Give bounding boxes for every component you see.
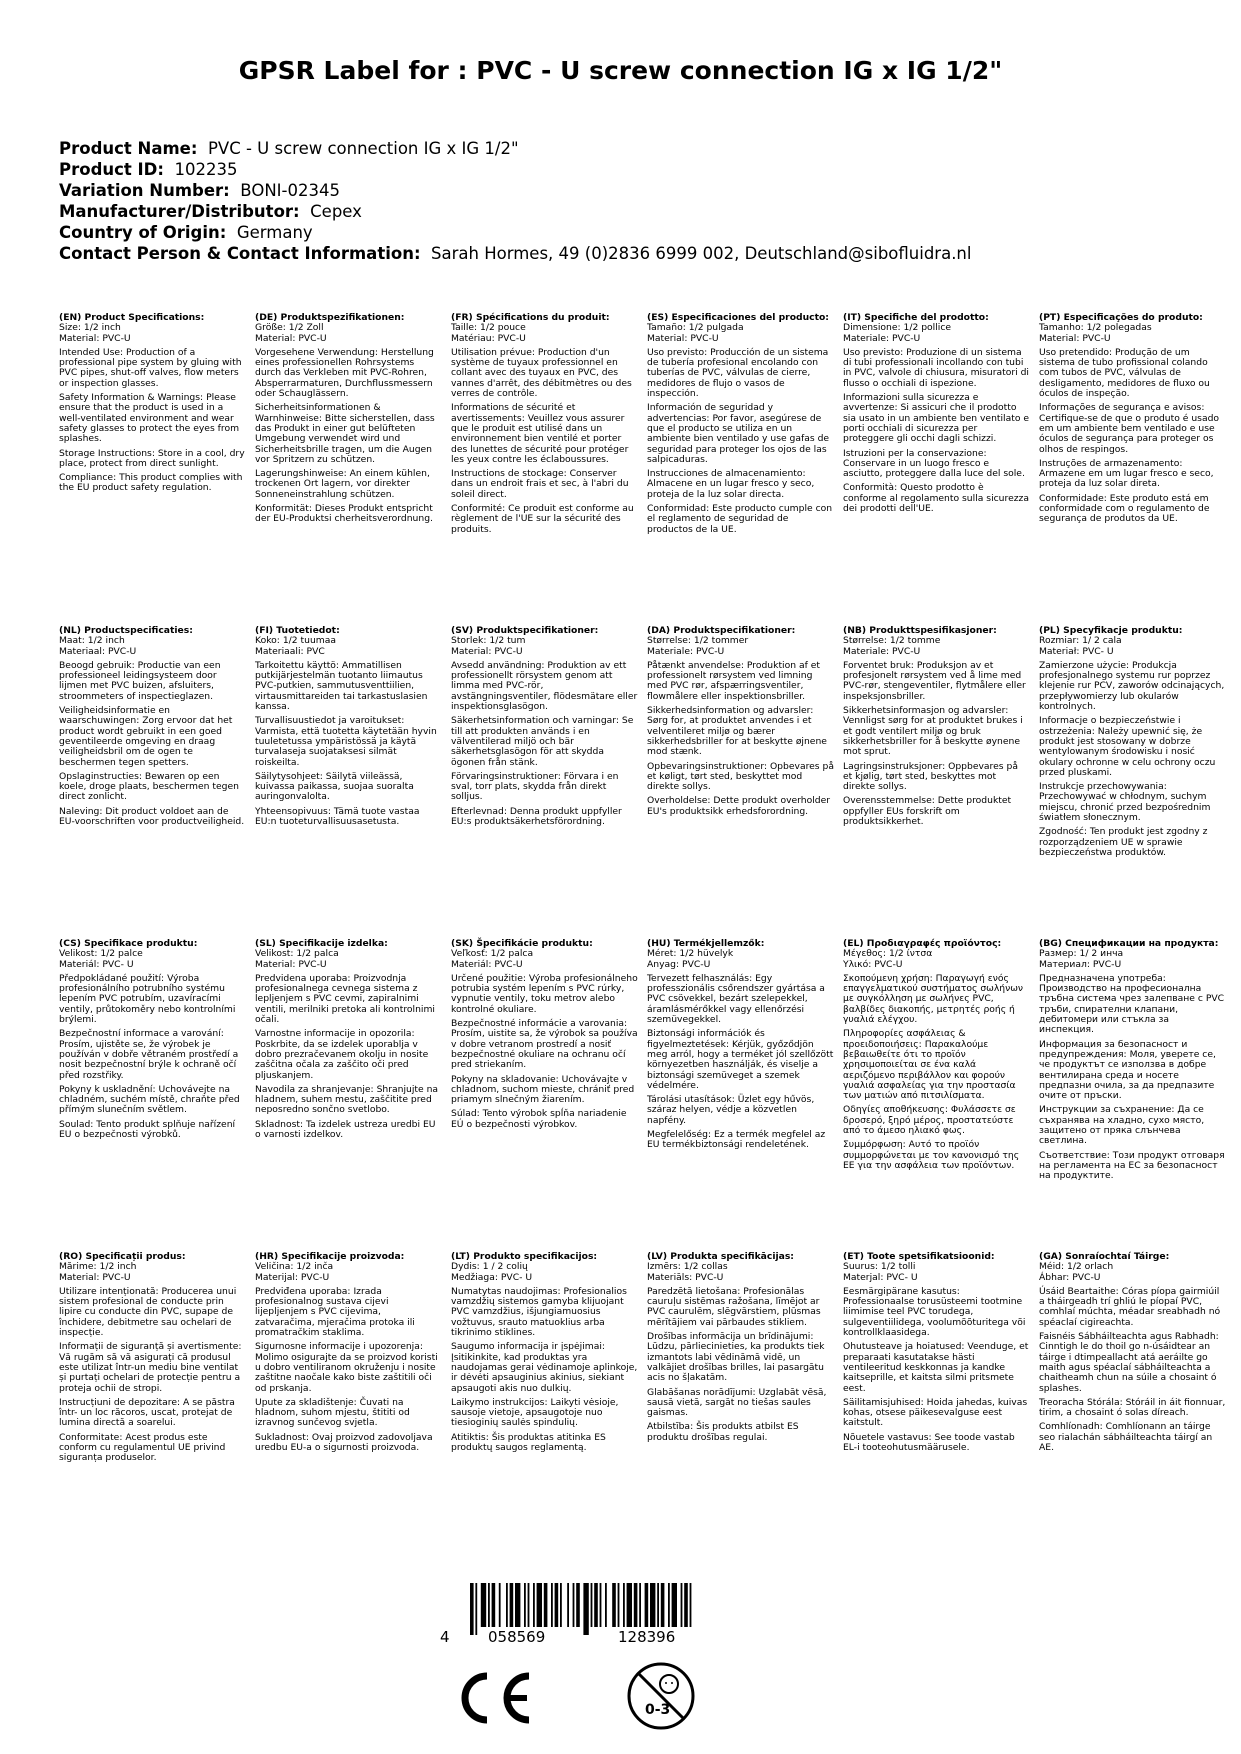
spec-size: Размер: 1/ 2 инча	[1039, 948, 1124, 960]
spec-material: Υλικό: PVC-U	[843, 958, 903, 970]
info-country-of-origin: Country of Origin: Germany	[59, 223, 313, 242]
spec-material: Material: PVC-U	[647, 332, 719, 344]
spec-column	[59, 939, 246, 1144]
spec-safety: Informazioni sulla sicurezza e avvertenze: Si assicuri che il prodotto sia usato in un ambiente ben ventilato e porti occhiali di sicurezza per proteggere gli occhi dagli schizzi.	[843, 392, 1030, 445]
spec-safety: Informacje o bezpieczeństwie i ostrzeżenia: Należy upewnić się, że produkt jest stosowany w dobrze wentylowanym środowisku i nosić okulary ochronne w celu ochrony oczu przed pluskami.	[1039, 715, 1216, 778]
spec-size: Veľkosť: 1/2 palca	[451, 948, 534, 960]
spec-compliance: Atitiktis: Šis produktas atitinka ES produktų saugos reglamentą.	[451, 1431, 606, 1454]
barcode-bar	[555, 1583, 559, 1627]
barcode-bar	[488, 1583, 490, 1627]
spec-heading: (NL) Productspecificaties:	[59, 625, 193, 636]
spec-storage: Istruzioni per la conservazione: Conservare in un luogo fresco e asciutto, proteggere dalla luce del sole.	[843, 447, 1025, 480]
spec-size: Suurus: 1/2 tolli	[843, 1261, 916, 1273]
spec-compliance: Megfelelőség: Ez a termék megfelel az EU termékbiztonsági rendeletének.	[647, 1129, 826, 1151]
barcode-bar	[551, 1583, 553, 1627]
spec-safety: Drošības informācija un brīdinājumi: Lūdzu, pārliecinieties, ka produkts tiek izmantots labi vēdināmā vidē, un valkājiet drošības brilles, lai pasargātu acis no šļakatām.	[647, 1331, 825, 1384]
spec-safety: Sikkerhetsinformasjon og advarsler: Vennligst sørg for at produktet brukes i et godt ventilert miljø og bruk sikkerhetsbriller for å beskytte øynene mot sprut.	[843, 705, 1023, 758]
spec-column	[255, 626, 442, 831]
spec-compliance: Conformité: Ce produit est conforme au règlement de l'UE sur la sécurité des produits.	[451, 503, 634, 535]
spec-use: Predviđena uporaba: Izrada profesionalnog sustava cijevi lijepljenjem s PVC cijevima, zatvaračima, mjeračima protoka ili promatračkim staklima.	[255, 1285, 415, 1339]
spec-storage: Lagringsinstruksjoner: Oppbevares på et kjølig, tørt sted, beskyttes mot direkte sollys.	[843, 760, 1018, 793]
spec-compliance: Sukladnost: Ovaj proizvod zadovoljava uredbu EU-a o sigurnosti proizvoda.	[255, 1431, 433, 1454]
barcode-bar	[605, 1583, 607, 1627]
spec-column	[255, 939, 442, 1144]
spec-safety: Säkerhetsinformation och varningar: Se till att produkten används i en välventilerad miljö och bär säkerhetsglasögon för att skydda ögonen från stänk.	[451, 715, 634, 768]
spec-material: Material: PVC-U	[451, 645, 523, 657]
spec-column	[843, 626, 1030, 831]
spec-safety: Sicherheitsinformationen & Warnhinweise: Bitte sicherstellen, dass das Produkt in einer gut belüfteten Umgebung verwendet wird und Sicherheitsbrille tragen, um die Augen vor Spritzern zu schützen.	[255, 402, 435, 465]
spec-compliance: Συμμόρφωση: Αυτό το προϊόν συμμορφώνεται με τον κανονισμό της ΕΕ για την ασφάλεια των προϊόντων.	[843, 1139, 1020, 1171]
spec-safety: Saugumo informacija ir įspėjimai: Įsitikinkite, kad produktas yra naudojamas gerai vėdinamoje aplinkoje, ir dėvėti apsauginius akinius, siekiant apsaugoti akis nuo dulkių.	[451, 1341, 638, 1394]
barcode-bar	[600, 1583, 602, 1627]
spec-column	[1039, 313, 1226, 529]
spec-use: Předpokládané použití: Výroba profesionálního potrubního systému lepením PVC potrubím, uzavíracími ventily, průtokoměry nebo kontrolními brýlemi.	[59, 972, 236, 1026]
spec-size: Velikost: 1/2 palce	[59, 948, 143, 960]
spec-size: Tamanho: 1/2 polegadas	[1039, 322, 1152, 334]
spec-heading: (RO) Specificații produs:	[59, 1251, 186, 1262]
barcode-bar	[533, 1583, 535, 1627]
spec-column	[255, 313, 442, 529]
spec-heading: (NB) Produkttspesifikasjoner:	[843, 625, 997, 636]
spec-storage: Lagerungshinweise: An einem kühlen, trockenen Ort lagern, vor direkter Sonneneinstrahlung schützen.	[255, 468, 430, 500]
info-variation-number: Variation Number: BONI-02345	[59, 181, 340, 200]
spec-use: Forventet bruk: Produksjon av et profesjonelt rørsystem ved å lime med PVC-rør, stengeventiler, flytmålere eller inspeksjonsbriller.	[843, 659, 1026, 702]
spec-safety: Informations de sécurité et avertissements: Veuillez vous assurer que le produit est utilisé dans un environnement bien ventilé et porter des lunettes de sécurité pour protéger les yeux contre les éclaboussures.	[451, 402, 629, 465]
spec-size: Dydis: 1 / 2 colių	[451, 1261, 528, 1273]
spec-size: Rozmiar: 1/ 2 cala	[1039, 635, 1122, 647]
spec-column	[843, 939, 1030, 1175]
spec-size: Size: 1/2 inch	[59, 322, 121, 334]
spec-column	[451, 313, 638, 539]
spec-material: Material: PVC-U	[255, 332, 327, 344]
spec-column	[647, 1252, 834, 1447]
spec-heading: (GA) Sonraíochtaí Táirge:	[1039, 1251, 1170, 1262]
spec-column	[647, 626, 834, 821]
barcode-bar	[537, 1583, 542, 1627]
barcode-bar	[627, 1583, 632, 1627]
svg-text:0-3: 0-3	[645, 1702, 671, 1718]
barcode-bar	[594, 1583, 598, 1627]
barcode-digit-3: 128396	[618, 1628, 676, 1646]
spec-safety: Biztonsági információk és figyelmeztetések: Kérjük, győződjön meg arról, hogy a terméket jól szellőzött környezetben használják, és viselje a biztonsági szemüveget a szemek védelmére.	[647, 1028, 834, 1091]
spec-use: Uso previsto: Produzione di un sistema di tubi professionali incollando con tubi in PVC, valvole di chiusura, misuratori di flusso o occhiali di ispezione.	[843, 346, 1029, 389]
spec-storage: Storage Instructions: Store in a cool, dry place, protect from direct sunlight.	[59, 447, 245, 469]
spec-use: Utilizare intenționată: Producerea unui sistem profesional de conducte prin lipire cu conducte din PVC, supape de închidere, debitmetre sau ochelari de inspecție.	[59, 1285, 237, 1339]
spec-storage: Instruções de armazenamento: Armazene em um lugar fresco e seco, proteja da luz solar direta.	[1039, 457, 1214, 490]
spec-size: Mărime: 1/2 inch	[59, 1261, 137, 1273]
spec-safety: Bezpečnostní informace a varování: Prosím, ujistěte se, že výrobek je používán v dobře větraném prostředí a nosit bezpečnostní brýle k ochraně očí před rozstřiky.	[59, 1028, 239, 1081]
spec-material: Materijal: PVC-U	[255, 1271, 330, 1283]
spec-use: Určené použitie: Výroba profesionálneho potrubia systém lepením s PVC rúrky, vypnutie ventily, toku metrov alebo kontrolné okuliare.	[451, 972, 638, 1015]
spec-use: Predvidena uporaba: Proizvodnja profesionalnega cevnega sistema z lepljenjem s PVC cevmi, zapiralnimi ventili, merilniki pretoka ali kontrolnimi očali.	[255, 972, 435, 1026]
spec-material: Материал: PVC-U	[1039, 958, 1122, 970]
spec-material: Materiaal: PVC-U	[59, 645, 137, 657]
spec-size: Veličina: 1/2 inča	[255, 1261, 334, 1273]
spec-storage: Navodila za shranjevanje: Shranjujte na hladnem, suhem mestu, zaščitite pred neposredno sončno svetlobo.	[255, 1083, 439, 1116]
barcode-bar	[544, 1583, 548, 1627]
spec-material: Materiale: PVC-U	[647, 645, 725, 657]
spec-heading: (FR) Spécifications du produit:	[451, 312, 610, 323]
spec-storage: Pokyny k uskladnění: Uchovávejte na chladném, suchém místě, chraňte před přímým slunečním světlem.	[59, 1083, 240, 1116]
spec-heading: (CS) Specifikace produktu:	[59, 938, 198, 949]
spec-use: Σκοπούμενη χρήση: Παραγωγή ενός επαγγελματικού συστήματος σωλήνων με συγκόλληση με σωλήνες PVC, βαλβίδες διακοπής, μετρητές ροής ή γυαλιά ελέγχου.	[843, 972, 1024, 1026]
spec-storage: Treoracha Stórála: Stóráil in áit fionnuar, tirim, a chosaint ó solas díreach.	[1039, 1396, 1226, 1419]
spec-use: Tervezett felhasználás: Egy professzionális csőrendszer gyártása a PVC csövekkel, bezárt szelepekkel, áramlásmérőkkel vagy ellenőrzési szemüvegekkel.	[647, 972, 825, 1026]
spec-heading: (SL) Specifikacije izdelka:	[255, 938, 388, 949]
spec-safety: Información de seguridad y advertencias: Por favor, asegúrese de que el producto se utiliza en un ambiente bien ventilado y use gafas de seguridad para proteger los ojos de las salpicaduras.	[647, 402, 830, 465]
spec-use: Tarkoitettu käyttö: Ammatillisen putkijärjestelmän tuotanto liimautus PVC-putkien, sammutusventtiilien, virtausmittareiden tai tarkastuslasien kanssa.	[255, 659, 428, 713]
spec-heading: (ET) Toote spetsifikatsioonid:	[843, 1251, 995, 1262]
info-product-name: Product Name: PVC - U screw connection IG x IG 1/2"	[59, 139, 519, 158]
spec-size: Tamaño: 1/2 pulgada	[647, 322, 744, 334]
spec-storage: Säilytysohjeet: Säilytä viileässä, kuivassa paikassa, suojaa suoralta auringonvalolta.	[255, 770, 414, 803]
spec-compliance: Súlad: Tento výrobok spĺňa nariadenie EÚ o bezpečnosti výrobkov.	[451, 1108, 627, 1130]
spec-safety: Safety Information & Warnings: Please ensure that the product is used in a well-ventilated environment and wear safety glasses to protect the eyes from splashes.	[59, 392, 240, 445]
spec-heading: (LT) Produkto specifikacijos:	[451, 1251, 598, 1262]
spec-safety: Информация за безопасност и предупреждения: Моля, уверете се, че продуктът се използва в добре вентилирана среда и носете предпазни очила, за да предпазите очите от пръски.	[1039, 1038, 1216, 1102]
barcode-digit-1: 4	[440, 1628, 450, 1646]
spec-use: Uso pretendido: Produção de um sistema de tubo profissional colando com tubos de PVC, válvulas de desligamento, medidores de fluxo ou óculos de inspeção.	[1039, 346, 1210, 400]
spec-use: Paredzētā lietošana: Profesionālas cauruļu sistēmas ražošana, līmējot ar PVC caurulēm, slēgvārstiem, plūsmas mērītājiem vai pārbaudes stikliem.	[647, 1285, 821, 1328]
barcode-bar	[684, 1583, 688, 1627]
spec-compliance: Conformidade: Este produto está em conformidade com o regulamento de segurança de produtos da UE.	[1039, 492, 1210, 525]
barcode-bar	[645, 1583, 649, 1627]
barcode-bar	[470, 1583, 474, 1635]
spec-heading: (FI) Tuotetiedot:	[255, 625, 340, 636]
info-contact: Contact Person & Contact Information: Sarah Hormes, 49 (0)2836 6999 002, Deutschland@sibofluidra.nl	[59, 244, 972, 263]
spec-size: Μέγεθος: 1/2 ίντσα	[843, 948, 933, 960]
barcode-bar	[515, 1583, 520, 1627]
spec-safety: Sikkerhedsinformation og advarsler: Sørg for, at produktet anvendes i et velventileret miljø og bærer sikkerhedsbriller for at beskytte øjnene mod stænk.	[647, 705, 827, 758]
spec-compliance: Overholdelse: Dette produkt overholder EU's produktsikk erhedsforordning.	[647, 795, 831, 817]
spec-compliance: Compliance: This product complies with the EU product safety regulation.	[59, 472, 243, 494]
spec-use: Eesmärgipärane kasutus: Professionaalse torusüsteemi tootmine liimimise teel PVC torudega, sulgeventiilidega, voolumõõturitega või kontrollklaasidega.	[843, 1285, 1026, 1339]
spec-column	[451, 626, 638, 831]
spec-compliance: Comhlíonadh: Comhlíonann an táirge seo rialachán sábháilteachta táirgí an AE.	[1039, 1421, 1213, 1454]
spec-size: Størrelse: 1/2 tomme	[843, 635, 941, 647]
spec-column	[1039, 1252, 1226, 1457]
info-product-id: Product ID: 102235	[59, 160, 238, 179]
barcode-bar	[612, 1583, 616, 1627]
spec-heading: (SV) Produktspecifikationer:	[451, 625, 599, 636]
spec-heading: (HR) Specifikacije proizvoda:	[255, 1251, 405, 1262]
barcode-bar	[634, 1583, 638, 1627]
barcode-bar	[506, 1583, 508, 1627]
spec-material: Materiál: PVC- U	[59, 958, 134, 970]
barcode-bar	[583, 1583, 588, 1635]
spec-storage: Instrucciones de almacenamiento: Almacene en un lugar fresco y seco, proteja de la luz solar directa.	[647, 468, 815, 500]
barcode-bar	[650, 1583, 655, 1627]
barcode	[440, 1583, 740, 1658]
barcode-bar	[475, 1583, 477, 1635]
spec-heading: (HU) Termékjellemzők:	[647, 938, 765, 949]
spec-material: Materiāls: PVC-U	[647, 1271, 724, 1283]
spec-size: Izmērs: 1/2 collas	[647, 1261, 728, 1273]
barcode-bar	[623, 1583, 625, 1627]
spec-safety: Ohutusteave ja hoiatused: Veenduge, et preparaati kasutatakse hästi ventileeritud keskkonnas ja kandke kaitseprille, et kaitsta silmi pritsmete eest.	[843, 1341, 1029, 1394]
barcode-bar	[681, 1583, 683, 1627]
not-suitable-for-children-0-3-icon	[625, 1660, 697, 1732]
spec-material: Materiale: PVC-U	[843, 332, 921, 344]
spec-material: Material: PVC-U	[1039, 332, 1111, 344]
spec-storage: Οδηγίες αποθήκευσης: Φυλάσσετε σε δροσερό, ξηρό μέρος, προστατεύστε από το άμεσο ηλιακό φως.	[843, 1104, 1016, 1137]
spec-compliance: Conformidad: Este producto cumple con el reglamento de seguridad de productos de la UE.	[647, 503, 833, 535]
spec-use: Úsáid Beartaithe: Córas píopa gairmiúil a tháirgeadh trí ghliú le píopaí PVC, comhlaí múchta, méadar sreabhadh nó spéaclaí cigireachta.	[1039, 1285, 1221, 1328]
spec-size: Méid: 1/2 orlach	[1039, 1261, 1114, 1273]
spec-use: Предназначена употреба: Производство на професионална тръбна система чрез залепване с PVC тръби, спирателни клапани, дебитомери или стъкла за инспекция.	[1039, 972, 1225, 1036]
spec-heading: (SK) Špecifikácie produktu:	[451, 938, 593, 949]
barcode-bar	[528, 1583, 530, 1627]
spec-safety: Bezpečnostné informácie a varovania: Prosím, uistite sa, že výrobok sa používa v dobre vetranom prostredí a nosiť bezpečnostné okuliare na ochranu očí pred striekaním.	[451, 1018, 638, 1071]
barcode-bar	[576, 1583, 580, 1627]
spec-material: Materjal: PVC- U	[843, 1271, 918, 1283]
spec-size: Taille: 1/2 pouce	[451, 322, 526, 334]
spec-column	[255, 1252, 442, 1457]
spec-compliance: Naleving: Dit product voldoet aan de EU-voorschriften voor productveiligheid.	[59, 805, 245, 828]
barcode-bar	[567, 1583, 569, 1627]
spec-compliance: Konformität: Dieses Produkt entspricht der EU-Produktsi cherheitsverordnung.	[255, 503, 433, 525]
spec-storage: Tárolási utasítások: Üzlet egy hűvös, száraz helyen, védje a közvetlen napfény.	[647, 1094, 815, 1126]
barcode-bar	[690, 1583, 692, 1627]
spec-storage: Pokyny na skladovanie: Uchovávajte v chladnom, suchom mieste, chrániť pred priamym slnečným žiarením.	[451, 1073, 635, 1106]
barcode-bar	[672, 1583, 677, 1627]
spec-safety: Veiligheidsinformatie en waarschuwingen: Zorg ervoor dat het product wordt gebruikt in een goed geventileerde omgeving en draag veiligheidsbril om de ogen te beschermen tegen spetters.	[59, 705, 233, 768]
spec-compliance: Soulad: Tento produkt splňuje nařízení EU o bezpečnosti výrobků.	[59, 1118, 236, 1141]
spec-material: Material: PVC-U	[59, 1271, 131, 1283]
spec-use: Utilisation prévue: Production d'un système de tuyaux professionnel en collant avec des tuyaux en PVC, des vannes d'arrêt, des débitmètres ou des verres de contrôle.	[451, 346, 632, 400]
barcode-bar	[481, 1583, 486, 1627]
spec-size: Dimensione: 1/2 pollice	[843, 322, 952, 334]
spec-safety: Turvallisuustiedot ja varoitukset: Varmista, että tuotetta käytetään hyvin tuuletetussa ympäristössä ja käytä turvalaseja suojataksesi silmät roiskeilta.	[255, 715, 437, 768]
spec-column	[843, 1252, 1030, 1457]
info-manufacturer: Manufacturer/Distributor: Cepex	[59, 202, 362, 221]
spec-heading: (DA) Produktspecifikationer:	[647, 625, 796, 636]
spec-safety: Varnostne informacije in opozorila: Poskrbite, da se izdelek uporablja v dobro prezračevanem okolju in nosite zaščitna očala za zaščito oči pred pljuskanjem.	[255, 1028, 429, 1081]
barcode-bar	[524, 1583, 526, 1627]
spec-column	[451, 1252, 638, 1457]
spec-storage: Instrukcje przechowywania: Przechowywać w chłodnym, suchym miejscu, chronić przed bezpośrednim światłem słonecznym.	[1039, 781, 1211, 824]
spec-use: Påtænkt anvendelse: Produktion af et professionelt rørsystem ved limning med PVC rør, afspærringsventiler, flowmålere eller inspektionsbriller.	[647, 659, 821, 702]
spec-column	[843, 313, 1030, 518]
spec-compliance: Nõuetele vastavus: See toode vastab EL-i tooteohutusmäärusele.	[843, 1431, 1015, 1454]
spec-heading: (DE) Produktspezifikationen:	[255, 312, 405, 323]
spec-safety: Πληροφορίες ασφάλειας & προειδοποιήσεις: Παρακαλούμε βεβαιωθείτε ότι το προϊόν χρησιμοποιείται σε ένα καλά αεριζόμενο περιβάλλον και φορούν γυαλιά ασφαλείας για την προστασία των ματιών από πιτσιλίσματα.	[843, 1028, 1016, 1102]
spec-safety: Sigurnosne informacije i upozorenja: Molimo osigurajte da se proizvod koristi u dobro ventiliranom okruženju i nosite zaštitne naočale kako biste zaštitili oči od prskanja.	[255, 1341, 438, 1394]
spec-material: Ábhar: PVC-U	[1039, 1271, 1101, 1283]
barcode-bar	[618, 1583, 620, 1627]
spec-column	[1039, 939, 1226, 1186]
spec-storage: Glabāšanas norādījumi: Uzglabāt vēsā, sausā vietā, sargāt no tiešas saules gaismas.	[647, 1386, 827, 1419]
spec-column	[59, 626, 246, 831]
spec-use: Intended Use: Production of a professional pipe system by gluing with PVC pipes, shut-off valves, flow meters or inspection glasses.	[59, 346, 242, 389]
spec-compliance: Efterlevnad: Denna produkt uppfyller EU:s produktsäkerhetsförordning.	[451, 805, 622, 828]
spec-material: Material: PVC-U	[59, 332, 131, 344]
barcode-bar	[639, 1583, 641, 1627]
barcode-bars	[440, 1583, 740, 1658]
spec-size: Storlek: 1/2 tum	[451, 635, 526, 647]
spec-column	[59, 313, 246, 498]
spec-safety: Informații de siguranță și avertismente: Vă rugăm să vă asigurați că produsul este utilizat într-un mediu bine ventilat și purtați ochelari de protecție pentru a proteja ochii de stropi.	[59, 1341, 242, 1394]
spec-storage: Opslaginstructies: Bewaren op een koele, droge plaats, beschermen tegen direct zonlicht.	[59, 770, 239, 803]
spec-use: Uso previsto: Producción de un sistema de tubería profesional encolando con tuberías de PVC, válvulas de cierre, medidores de flujo o vasos de inspección.	[647, 346, 829, 400]
spec-safety: Faisnéis Sábháilteachta agus Rabhadh: Cinntigh le do thoil go n-úsáidtear an táirge i dtimpeallacht atá aeráilte go maith agus spéaclaí sábháilteachta a chaitheamh chun na súile a chosaint ó splashes.	[1039, 1331, 1219, 1394]
spec-heading: (IT) Specifiche del prodotto:	[843, 312, 989, 323]
spec-storage: Säilitamisjuhised: Hoida jahedas, kuivas kohas, otsese päikesevalguse eest kaitstult.	[843, 1396, 1028, 1429]
spec-heading: (LV) Produkta specifikācijas:	[647, 1251, 794, 1262]
spec-size: Maat: 1/2 inch	[59, 635, 125, 647]
spec-heading: (PT) Especificações do produto:	[1039, 312, 1203, 323]
spec-material: Matériau: PVC-U	[451, 332, 526, 344]
barcode-bar	[657, 1583, 659, 1627]
spec-storage: Laikymo instrukcijos: Laikyti vėsioje, sausoje vietoje, apsaugotoje nuo tiesioginių saulės spindulių.	[451, 1396, 619, 1429]
spec-material: Materiál: PVC-U	[451, 958, 523, 970]
spec-compliance: Съответствие: Този продукт отговаря на регламента на ЕС за безопасност на продуктите.	[1039, 1149, 1225, 1182]
spec-column	[647, 313, 834, 539]
barcode-bar	[591, 1583, 593, 1627]
barcode-bar	[573, 1583, 575, 1627]
spec-compliance: Conformità: Questo prodotto è conforme al regolamento sulla sicurezza dei prodotti dell'UE.	[843, 482, 1030, 515]
spec-compliance: Conformitate: Acest produs este conform cu regulamentul UE privind siguranța produselor.	[59, 1431, 226, 1464]
spec-material: Materiaali: PVC	[255, 645, 325, 657]
spec-safety: Informações de segurança e avisos: Certifique-se de que o produto é usado em um ambiente bem ventilado e use óculos de segurança para proteger os olhos de respingos.	[1039, 402, 1220, 455]
spec-use: Beoogd gebruik: Productie van een professioneel leidingsysteem door lijmen met PVC buizen, afsluiters, stroommeters of inspectieglazen.	[59, 659, 221, 702]
spec-heading: (EN) Product Specifications:	[59, 312, 205, 323]
spec-use: Avsedd användning: Produktion av ett professionellt rörsystem genom att limma med PVC-rör, avstängningsventiler, flödesmätare eller inspektionsglasögon.	[451, 659, 638, 713]
barcode-bar	[492, 1583, 496, 1627]
spec-storage: Instrucțiuni de depozitare: A se păstra într- un loc răcoros, uscat, protejat de lumina directă a soarelui.	[59, 1396, 235, 1429]
spec-material: Materiał: PVC- U	[1039, 645, 1114, 657]
barcode-bar	[510, 1583, 514, 1627]
spec-material: Materiale: PVC-U	[843, 645, 921, 657]
barcode-bar	[668, 1583, 670, 1627]
spec-compliance: Skladnost: Ta izdelek ustreza uredbi EU o varnosti izdelkov.	[255, 1118, 436, 1141]
spec-storage: Opbevaringsinstruktioner: Opbevares på et køligt, tørt sted, beskyttet mod direkte sollys.	[647, 760, 834, 793]
spec-compliance: Yhteensopivuus: Tämä tuote vastaa EU:n tuoteturvallisuusasetusta.	[255, 805, 420, 828]
ce-mark	[455, 1668, 535, 1728]
spec-column	[647, 939, 834, 1155]
barcode-bar	[560, 1583, 562, 1627]
spec-size: Méret: 1/2 hüvelyk	[647, 948, 734, 960]
page-title: GPSR Label for : PVC - U screw connection IG x IG 1/2"	[238, 56, 1003, 85]
spec-material: Medžiaga: PVC- U	[451, 1271, 533, 1283]
spec-compliance: Zgodność: Ten produkt jest zgodny z rozporządzeniem UE w sprawie bezpieczeństwa produktów.	[1039, 826, 1208, 858]
barcode-digit-2: 058569	[488, 1628, 546, 1646]
spec-material: Anyag: PVC-U	[647, 958, 711, 970]
spec-column	[1039, 626, 1226, 862]
spec-use: Numatytas naudojimas: Profesionalios vamzdžių sistemos gamyba klijuojant PVC vamzdžius, išjungiamuosius vožtuvus, srauto matuoklius arba tikrinimo stiklines.	[451, 1285, 627, 1339]
spec-material: Material: PVC-U	[255, 958, 327, 970]
barcode-bar	[661, 1583, 665, 1627]
spec-compliance: Overensstemmelse: Dette produktet oppfyller EUs forskrift om produktsikkerhet.	[843, 795, 1012, 828]
spec-heading: (PL) Specyfikacje produktu:	[1039, 625, 1183, 636]
spec-heading: (BG) Спецификации на продукта:	[1039, 938, 1219, 949]
spec-storage: Instructions de stockage: Conserver dans un endroit frais et sec, à l'abri du soleil direct.	[451, 468, 629, 500]
barcode-bar	[499, 1583, 501, 1627]
spec-compliance: Atbilstība: Šis produkts atbilst ES produktu drošības regulai.	[647, 1421, 799, 1443]
spec-column	[451, 939, 638, 1134]
spec-column	[59, 1252, 246, 1468]
spec-size: Größe: 1/2 Zoll	[255, 322, 324, 334]
spec-storage: Upute za skladištenje: Čuvati na hladnom, suhom mjestu, štititi od izravnog sunčevog svjetla.	[255, 1396, 410, 1429]
spec-use: Vorgesehene Verwendung: Herstellung eines professionellen Rohrsystems durch das Verkleben mit PVC-Rohren, Absperrarmaturen, Durchflussmessern oder Schauglässern.	[255, 346, 434, 400]
spec-storage: Förvaringsinstruktioner: Förvara i en sval, torr plats, skydda från direkt solljus.	[451, 770, 619, 803]
spec-heading: (EL) Προδιαγραφές προϊόντος:	[843, 938, 1002, 949]
product-info	[59, 138, 971, 264]
spec-use: Zamierzone użycie: Produkcja profesjonalnego systemu rur poprzez klejenie rur PCV, zaworów odcinających, przepływomierzy lub okularów kontrolnych.	[1039, 659, 1225, 713]
spec-heading: (ES) Especificaciones del producto:	[647, 312, 829, 323]
spec-storage: Инструкции за съхранение: Да се съхранява на хладно, сухо място, защитено от пряка слънчева светлина.	[1039, 1104, 1205, 1147]
spec-size: Velikost: 1/2 palca	[255, 948, 339, 960]
spec-size: Koko: 1/2 tuumaa	[255, 635, 336, 647]
spec-size: Størrelse: 1/2 tommer	[647, 635, 749, 647]
